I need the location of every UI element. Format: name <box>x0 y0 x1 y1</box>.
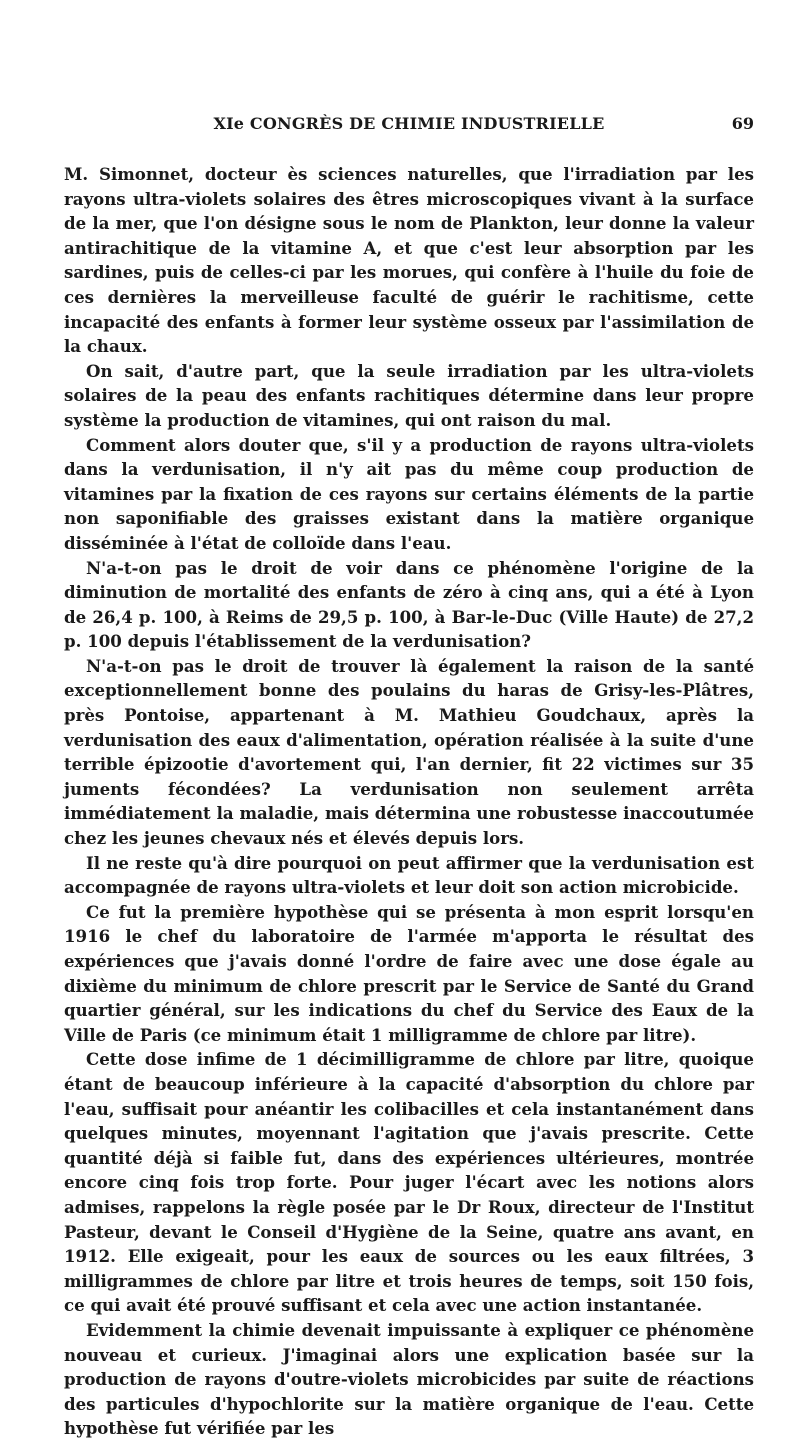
page-number: 69 <box>731 114 754 133</box>
paragraph: Il ne reste qu'à dire pourquoi on peut affirmer que la verdunisation est accompagnée de rayons ultra-violets et leur doit son action microbicide. <box>64 852 754 898</box>
paragraph: Cette dose infime de 1 décimilligramme de chlore par litre, quoique étant de beaucoup inférieure à la capacité d'absorption du chlore par l'eau, suffisait pour anéantir les colibacilles et cela instantanément dans quelques minutes, moyennant l'agitation que j'avais prescrite. Cette quantité déjà si faible fut, dans des expériences ultérieures, montrée encore cinq fois trop forte. Pour juger l'écart avec les notions alors admises, rappelons la règle posée par le Dr Roux, directeur de l'Institut Pasteur, devant le Conseil d'Hygiène de la Seine, quatre ans avant, en 1912. Elle exigeait, pour les eaux de sources ou les eaux filtrées, 3 milligrammes de chlore par litre et trois heures de temps, soit 150 fois, ce qui avait été prouvé suffisant et cela avec une action instantanée. <box>64 1049 754 1316</box>
paragraph: Comment alors douter que, s'il y a production de rayons ultra-violets dans la verdunisation, il n'y ait pas du même coup production de vitamines par la fixation de ces rayons sur certains éléments de la partie non saponifiable des graisses existant dans la matière organique disséminée à l'état de colloïde dans l'eau. <box>64 434 754 553</box>
running-title: XIe CONGRÈS DE CHIMIE INDUSTRIELLE <box>213 114 605 133</box>
paragraph: On sait, d'autre part, que la seule irradiation par les ultra-violets solaires de la peau des enfants rachitiques détermine dans leur propre système la production de vitamines, qui ont raison du mal. <box>64 360 754 430</box>
body-text <box>64 162 754 1441</box>
running-head <box>64 114 754 142</box>
paragraph: Evidemment la chimie devenait impuissante à expliquer ce phénomène nouveau et curieux. J'imaginai alors une explication basée sur la production de rayons d'outre-violets microbicides par suite de réactions des particules d'hypochlorite sur la matière organique de l'eau. Cette hypothèse fut vérifiée par les <box>64 1319 754 1439</box>
paragraph: N'a-t-on pas le droit de trouver là également la raison de la santé exceptionnellement bonne des poulains du haras de Grisy-les-Plâtres, près Pontoise, appartenant à M. Mathieu Goudchaux, après la verdunisation des eaux d'alimentation, opération réalisée à la suite d'une terrible épizootie d'avortement qui, l'an dernier, fit 22 victimes sur 35 juments fécondées? La verdunisation non seulement arrêta immédiatement la maladie, mais détermina une robustesse inaccoutumée chez les jeunes chevaux nés et élevés depuis lors. <box>64 655 754 849</box>
paragraph: Ce fut la première hypothèse qui se présenta à mon esprit lorsqu'en 1916 le chef du laboratoire de l'armée m'apporta le résultat des expériences que j'avais donné l'ordre de faire avec une dose égale au dixième du minimum de chlore prescrit par le Service de Santé du Grand quartier général, sur les indications du chef du Service des Eaux de la Ville de Paris (ce minimum était 1 milligramme de chlore par litre). <box>64 901 754 1045</box>
paragraph: M. Simonnet, docteur ès sciences naturelles, que l'irradiation par les rayons ultra-violets solaires des êtres microscopiques vivant à la surface de la mer, que l'on désigne sous le nom de Plankton, leur donne la valeur antirachitique de la vitamine A, et que c'est leur absorption par les sardines, puis de celles-ci par les morues, qui confère à l'huile du foie de ces dernières la merveilleuse faculté de guérir le rachitisme, cette incapacité des enfants à former leur système osseux par l'assimilation de la chaux. <box>64 164 754 357</box>
paragraph: N'a-t-on pas le droit de voir dans ce phénomène l'origine de la diminution de mortalité des enfants de zéro à cinq ans, qui a été à Lyon de 26,4 p. 100, à Reims de 29,5 p. 100, à Bar-le-Duc (Ville Haute) de 27,2 p. 100 depuis l'établissement de la verdunisation? <box>64 557 754 652</box>
